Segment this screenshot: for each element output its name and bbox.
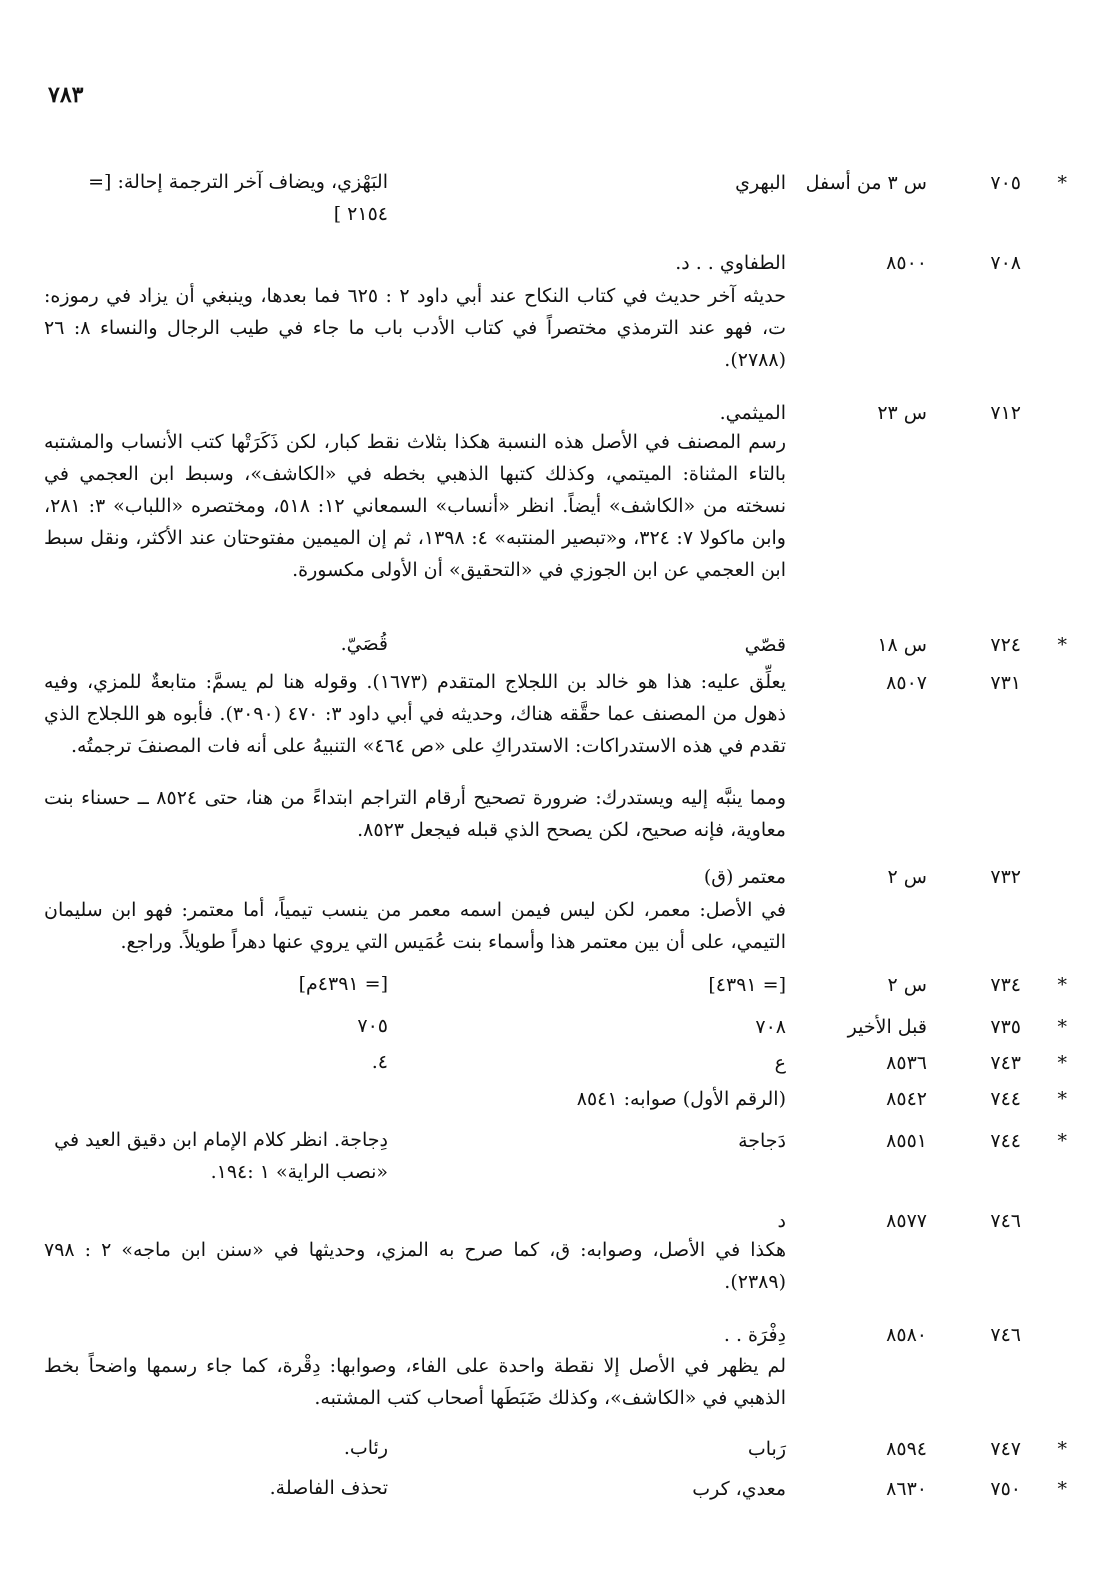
wrong-text: قصّي bbox=[744, 634, 786, 656]
correction: [= ٤٣٩١م] bbox=[298, 973, 388, 995]
wrong-text: ٧٠٨ bbox=[755, 1016, 786, 1038]
star-marker: * bbox=[1057, 1130, 1067, 1152]
page-number: ٧٨٣ bbox=[48, 82, 84, 108]
page-ref: ٧٥٠ bbox=[990, 1478, 1021, 1500]
commentary: لم يظهر في الأصل إلا نقطة واحدة على الفاء، وصوابها: دِقْرة، كما جاء رسمها واضحاً بخط الذهبي في «الكاشف»، وكذلك ضَبَطَها أصحاب كتب المشتبه. bbox=[44, 1355, 786, 1409]
page-ref: ٧٠٨ bbox=[990, 252, 1021, 274]
page-ref: ٧٤٦ bbox=[990, 1324, 1021, 1346]
star-marker: * bbox=[1057, 172, 1067, 194]
line-ref: ٨٥٨٠ bbox=[886, 1324, 927, 1346]
star-marker: * bbox=[1057, 974, 1067, 996]
star-marker: * bbox=[1057, 634, 1067, 656]
star-marker: * bbox=[1057, 1438, 1067, 1460]
wrong-text: دَجاجة bbox=[738, 1130, 786, 1152]
wrong-text: (الرقم الأول) صوابه: ٨٥٤١ bbox=[576, 1088, 786, 1110]
line-ref: س ٢٣ bbox=[877, 402, 927, 424]
correction: رئاب. bbox=[343, 1437, 388, 1459]
page-ref: ٧٣٢ bbox=[990, 866, 1021, 888]
wrong-text: معتمر (ق) bbox=[703, 866, 786, 888]
wrong-text: الطفاوي . . د. bbox=[675, 252, 786, 274]
line-ref: س ٣ من أسفل bbox=[805, 172, 927, 194]
page-ref: ٧٤٦ bbox=[990, 1210, 1021, 1232]
line-ref: ٨٥٧٧ bbox=[886, 1210, 927, 1232]
line-ref: ٨٥٣٦ bbox=[886, 1052, 927, 1074]
line-ref: س ١٨ bbox=[877, 634, 927, 656]
commentary: رسم المصنف في الأصل هذه النسبة هكذا بثلاث نقط كبار، لكن ذَكَرَتْها كتب الأنساب والمشتبه بالتاء المثناة: الميتمي، وكذلك كتبها الذهبي بخطه في «الكاشف»، وسبط ابن العجمي في نسخته من «الكاشف» أيضاً. انظر «أنساب» السمعاني ١٢: ٥١٨، ومختصره «اللباب» ٣: ٢٨١، وابن ماكولا ٧: ٣٢٤، و«تبصير المنتبه» ٤: ١٣٩٨، ثم إن الميمين مفتوحتان عند الأكثر، ونقل سبط ابن العجمي عن ابن الجوزي في «التحقيق» أن الأولى مكسورة. bbox=[44, 431, 786, 581]
correction: دِجاجة. انظر كلام الإمام ابن دقيق العيد في «نصب الراية» ١ :١٩٤. bbox=[54, 1129, 388, 1183]
commentary-continuation: ومما ينبَّه إليه ويستدرك: ضرورة تصحيح أرقام التراجم ابتداءً من هنا، حتى ٨٥٢٤ ــ حسناء بنت معاوية، فإنه صحيح، لكن يصحح الذي قبله فيجعل ٨٥٢٣. bbox=[44, 787, 786, 841]
page-ref: ٧٣٤ bbox=[990, 974, 1021, 996]
correction: تحذف الفاصلة. bbox=[269, 1477, 388, 1499]
correction: البَهْزي، ويضاف آخر الترجمة إحالة: [= ٢١٥٤ ] bbox=[88, 171, 388, 225]
line-ref: ٨٥٠٧ bbox=[886, 672, 927, 694]
line-ref: ٨٥٥١ bbox=[886, 1130, 927, 1152]
wrong-text: د bbox=[777, 1210, 786, 1232]
page-ref: ٧٤٤ bbox=[990, 1130, 1021, 1152]
page-ref: ٧٢٤ bbox=[990, 634, 1021, 656]
commentary: حديثه آخر حديث في كتاب النكاح عند أبي داود ٢ : ٦٢٥ فما بعدها، وينبغي أن يزاد في رموزه: ت، فهو عند الترمذي مختصراً في كتاب الأدب باب ما جاء في طيب الرجال والنساء ٨: ٢٦ (٢٧٨٨). bbox=[44, 285, 786, 371]
wrong-text: معدي، كرب bbox=[692, 1478, 786, 1500]
star-marker: * bbox=[1057, 1016, 1067, 1038]
wrong-text: دِفْرَة . . bbox=[723, 1324, 786, 1346]
page-ref: ٧٠٥ bbox=[990, 172, 1021, 194]
page-ref: ٧١٢ bbox=[990, 402, 1021, 424]
line-ref: ٨٥٤٢ bbox=[886, 1088, 927, 1110]
commentary: في الأصل: معمر، لكن ليس فيمن اسمه معمر من ينسب تيمياً، أما معتمر: فهو ابن سليمان التيمي، على أن بين معتمر هذا وأسماء بنت عُمَيس التي يروي عنها دهراً طويلاً. وراجع. bbox=[44, 899, 786, 953]
page-ref: ٧٤٣ bbox=[990, 1052, 1021, 1074]
page-ref: ٧٣٥ bbox=[990, 1016, 1021, 1038]
star-marker: * bbox=[1057, 1478, 1067, 1500]
line-ref: ٨٥٠٠ bbox=[886, 252, 927, 274]
correction: ٧٠٥ bbox=[357, 1015, 388, 1037]
star-marker: * bbox=[1057, 1052, 1067, 1074]
page-ref: ٧٤٤ bbox=[990, 1088, 1021, 1110]
line-ref: قبل الأخير bbox=[847, 1016, 927, 1038]
line-ref: ٨٦٣٠ bbox=[886, 1478, 927, 1500]
wrong-text: ع bbox=[774, 1052, 786, 1074]
wrong-text: الميثمي. bbox=[719, 402, 786, 424]
correction: ٤. bbox=[371, 1051, 388, 1073]
star-marker: * bbox=[1057, 1088, 1067, 1110]
commentary: يعلِّق عليه: هذا هو خالد بن اللجلاج المتقدم (١٦٧٣). وقوله هنا لم يسمَّ: متابعةٌ للمزي، وفيه ذهول من المصنف عما حقَّقه هناك، وحديثه في أبي داود ٣: ٤٧٠ (٣٠٩٠). فأبوه هو اللجلاج الذي تقدم في هذه الاستدراكات: الاستدراكِ على «ص ٤٦٤» التنبيهُ على أنه فات المصنفَ ترجمتُه. bbox=[44, 671, 787, 757]
wrong-text: [= ٤٣٩١] bbox=[708, 974, 786, 996]
line-ref: س ٢ bbox=[887, 866, 927, 888]
line-ref: ٨٥٩٤ bbox=[886, 1438, 927, 1460]
page-ref: ٧٤٧ bbox=[990, 1438, 1021, 1460]
page-ref: ٧٣١ bbox=[990, 672, 1021, 694]
line-ref: س ٢ bbox=[887, 974, 927, 996]
commentary: هكذا في الأصل، وصوابه: ق، كما صرح به المزي، وحديثها في «سنن ابن ماجه» ٢ : ٧٩٨ (٢٣٨٩). bbox=[44, 1239, 786, 1293]
wrong-text: رَباب bbox=[747, 1438, 786, 1460]
wrong-text: البهري bbox=[735, 172, 786, 194]
correction: قُصَيّ. bbox=[340, 633, 388, 655]
